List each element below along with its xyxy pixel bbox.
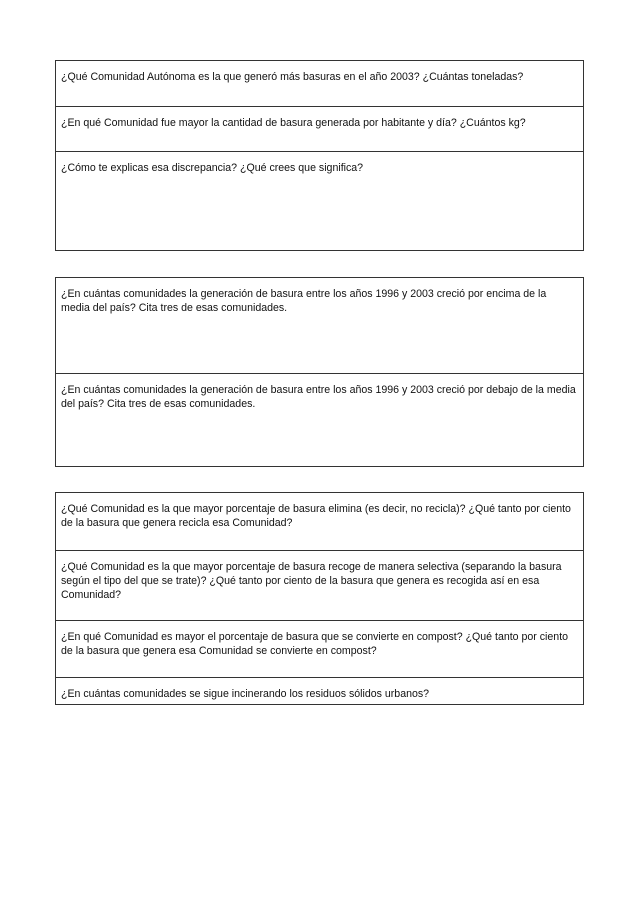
question-cell <box>56 620 583 677</box>
question-cell <box>56 373 583 466</box>
question-text: ¿En cuántas comunidades se sigue incinerando los residuos sólidos urbanos? <box>61 688 430 700</box>
question-text: ¿Qué Comunidad es la que mayor porcentaje de basura elimina (es decir, no recicla)? ¿Qué tanto por ciento de la basura que genera recicla esa Comunidad? <box>61 503 571 529</box>
question-text: ¿En cuántas comunidades la generación de basura entre los años 1996 y 2003 creció por encima de la media del país? Cita tres de esas comunidades. <box>61 288 547 314</box>
question-text: ¿Cómo te explicas esa discrepancia? ¿Qué crees que significa? <box>61 162 364 174</box>
question-text: ¿En qué Comunidad fue mayor la cantidad de basura generada por habitante y día? ¿Cuántos kg? <box>61 117 526 129</box>
question-text: ¿Qué Comunidad Autónoma es la que generó más basuras en el año 2003? ¿Cuántas toneladas? <box>61 71 524 83</box>
question-table-2 <box>55 277 584 467</box>
question-cell <box>56 61 583 106</box>
question-cell <box>56 677 583 704</box>
question-cell <box>56 493 583 550</box>
question-text: ¿En qué Comunidad es mayor el porcentaje de basura que se convierte en compost? ¿Qué tanto por ciento de la basura que genera esa Comunidad se convierte en compost? <box>61 631 569 657</box>
question-table-3 <box>55 492 584 705</box>
question-cell <box>56 550 583 620</box>
question-text: ¿Qué Comunidad es la que mayor porcentaje de basura recoge de manera selectiva (separando la basura según el tipo del que se trate)? ¿Qué tanto por ciento de la basura que genera es recogida así en esa Comunidad? <box>61 561 562 601</box>
question-cell <box>56 106 583 151</box>
question-cell <box>56 278 583 373</box>
question-cell <box>56 151 583 250</box>
question-table-1 <box>55 60 584 251</box>
question-text: ¿En cuántas comunidades la generación de basura entre los años 1996 y 2003 creció por debajo de la media del país? Cita tres de esas comunidades. <box>61 384 576 410</box>
